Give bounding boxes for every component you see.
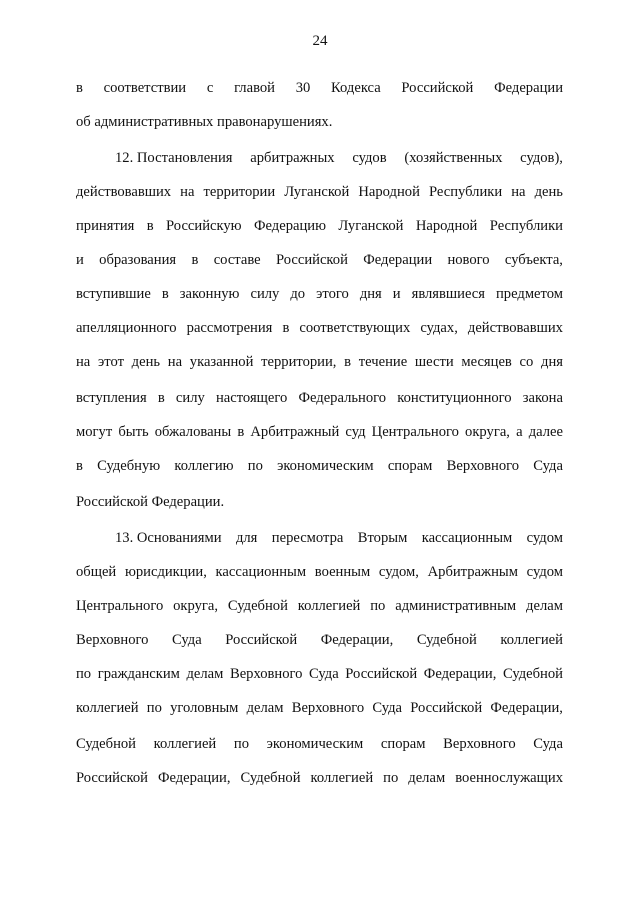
- word: Вторым: [357, 530, 408, 546]
- word: дня: [541, 354, 563, 370]
- word: главой: [234, 80, 275, 96]
- word: судом,: [378, 564, 419, 580]
- word: судах,: [420, 320, 458, 336]
- word: месяцев: [461, 354, 512, 370]
- word: судов),: [520, 150, 563, 166]
- word: Судебную: [97, 458, 161, 474]
- word: на: [76, 354, 91, 370]
- word: силу: [175, 390, 205, 406]
- word: апелляционного: [76, 320, 177, 336]
- word: военнослужащих: [455, 770, 563, 786]
- word: кассационным: [215, 564, 307, 580]
- word: экономическим: [277, 458, 374, 474]
- word: Арбитражный: [250, 424, 340, 440]
- word: до: [290, 286, 306, 302]
- word: нового: [447, 252, 490, 268]
- word: соответствующих: [299, 320, 411, 336]
- word: Федерации: [494, 80, 563, 96]
- text-line: [76, 388, 563, 408]
- word: по: [146, 700, 162, 716]
- word: Верховного: [76, 632, 149, 648]
- word: Суда: [309, 666, 339, 682]
- word: округа,: [173, 598, 219, 614]
- word: этот: [98, 354, 124, 370]
- word: далее: [528, 424, 563, 440]
- text-line: [115, 528, 563, 548]
- word: коллегией: [297, 598, 361, 614]
- word: судов: [352, 150, 387, 166]
- word: в: [344, 354, 352, 370]
- word: экономическим: [266, 736, 364, 752]
- word: дня: [359, 286, 382, 302]
- word: закона: [522, 390, 563, 406]
- word: день: [534, 184, 563, 200]
- word: делам: [246, 700, 284, 716]
- word: являвшиеся: [411, 286, 485, 302]
- word: Российской: [275, 252, 348, 268]
- word: принятия: [76, 218, 135, 234]
- word: Республики: [428, 184, 503, 200]
- word: спорам: [387, 458, 433, 474]
- word: Судебной: [240, 770, 301, 786]
- word: коллегию: [174, 458, 234, 474]
- word: в: [191, 252, 199, 268]
- word: коллегией: [76, 700, 139, 716]
- word: силу: [250, 286, 280, 302]
- word: вступления: [76, 390, 147, 406]
- word: по: [76, 666, 92, 682]
- word: Республики: [489, 218, 563, 234]
- word: судом: [526, 530, 563, 546]
- word: округа,: [465, 424, 510, 440]
- word: Суда: [533, 736, 563, 752]
- word: об административных правонарушениях.: [76, 114, 333, 130]
- word: спорам: [380, 736, 426, 752]
- word: Судебной: [76, 736, 136, 752]
- word: общей: [76, 564, 117, 580]
- text-line: [76, 562, 563, 582]
- word: делам: [526, 598, 563, 614]
- word: для: [235, 530, 258, 546]
- word: а: [516, 424, 523, 440]
- word: судом: [526, 564, 563, 580]
- word: Луганской: [338, 218, 404, 234]
- word: Суда: [172, 632, 202, 648]
- word: Российской: [76, 770, 148, 786]
- word: конституционного: [397, 390, 512, 406]
- word: Суда: [533, 458, 563, 474]
- word: по: [370, 598, 386, 614]
- word: делам: [186, 666, 224, 682]
- word: Федерации,: [157, 770, 231, 786]
- word: Федерации,: [423, 666, 497, 682]
- word: Верховного: [446, 458, 520, 474]
- word: Верховного: [291, 700, 365, 716]
- word: рассмотрения: [186, 320, 273, 336]
- word: 12. Постановления: [115, 150, 233, 166]
- word: суд: [345, 424, 366, 440]
- word: по: [247, 458, 263, 474]
- word: Федерации,: [320, 632, 394, 648]
- word: 13. Основаниями: [115, 530, 222, 546]
- word: коллегией: [310, 770, 374, 786]
- word: Российской Федерации.: [76, 494, 225, 510]
- word: Луганской: [284, 184, 350, 200]
- word: арбитражных: [250, 150, 335, 166]
- word: по: [383, 770, 399, 786]
- word: Судебной: [416, 632, 477, 648]
- word: на: [167, 354, 183, 370]
- word: субъекта,: [504, 252, 563, 268]
- word: на: [180, 184, 195, 200]
- word: территории,: [261, 354, 337, 370]
- word: Судебной: [502, 666, 563, 682]
- word: течение: [358, 354, 408, 370]
- word: Федерации: [363, 252, 433, 268]
- word: Российской: [225, 632, 298, 648]
- word: коллегией: [153, 736, 217, 752]
- text-line: [76, 318, 563, 338]
- word: Народной: [358, 184, 420, 200]
- text-line: [76, 78, 563, 98]
- word: Федерации,: [490, 700, 563, 716]
- word: делам: [408, 770, 446, 786]
- word: уголовным: [170, 700, 239, 716]
- text-line: [76, 250, 563, 270]
- word: 30: [295, 80, 311, 96]
- word: Центрального: [371, 424, 459, 440]
- text-line: [76, 352, 563, 372]
- word: день: [131, 354, 161, 370]
- word: обжалованы: [154, 424, 232, 440]
- text-line: [76, 664, 563, 684]
- word: административным: [395, 598, 517, 614]
- word: и: [392, 286, 401, 302]
- text-line: [76, 698, 563, 718]
- word: в: [157, 390, 165, 406]
- word: указанной: [189, 354, 254, 370]
- word: юрисдикции,: [124, 564, 207, 580]
- word: по: [233, 736, 250, 752]
- word: настоящего: [215, 390, 288, 406]
- text-line: [76, 768, 563, 788]
- text-line: [76, 492, 563, 512]
- word: Российской: [410, 700, 483, 716]
- text-line: [76, 456, 563, 476]
- word: Российской: [401, 80, 474, 96]
- word: законную: [179, 286, 240, 302]
- text-line: [76, 216, 563, 236]
- word: в: [76, 80, 83, 96]
- word: действовавших: [467, 320, 563, 336]
- word: соответствии: [103, 80, 187, 96]
- word: Арбитражным: [427, 564, 518, 580]
- word: образования: [99, 252, 177, 268]
- word: гражданским: [97, 666, 180, 682]
- word: в: [161, 286, 169, 302]
- word: этого: [316, 286, 349, 302]
- word: (хозяйственных: [404, 150, 503, 166]
- text-line: [115, 148, 563, 168]
- word: в: [146, 218, 154, 234]
- word: территории: [203, 184, 276, 200]
- word: Федерацию: [253, 218, 326, 234]
- word: с: [206, 80, 214, 96]
- word: Верховного: [443, 736, 516, 752]
- word: действовавших: [76, 184, 172, 200]
- word: составе: [213, 252, 261, 268]
- word: Суда: [372, 700, 403, 716]
- word: в: [282, 320, 290, 336]
- word: со: [519, 354, 534, 370]
- text-line: [76, 284, 563, 304]
- word: Российскую: [166, 218, 242, 234]
- word: Кодекса: [331, 80, 381, 96]
- word: Судебной: [227, 598, 288, 614]
- word: Федерального: [298, 390, 387, 406]
- word: быть: [118, 424, 149, 440]
- word: и: [76, 252, 84, 268]
- word: могут: [76, 424, 113, 440]
- text-line: [76, 112, 563, 132]
- word: шести: [414, 354, 454, 370]
- word: предметом: [496, 286, 563, 302]
- text-line: [76, 630, 563, 650]
- word: в: [237, 424, 245, 440]
- word: пересмотра: [271, 530, 344, 546]
- word: Российской: [345, 666, 418, 682]
- word: кассационным: [421, 530, 513, 546]
- page-number: 24: [312, 33, 328, 49]
- text-line: [76, 182, 563, 202]
- word: коллегией: [500, 632, 563, 648]
- text-line: [76, 734, 563, 754]
- word: Центрального: [76, 598, 164, 614]
- text-line: [76, 422, 563, 442]
- word: Верховного: [229, 666, 303, 682]
- text-line: [76, 596, 563, 616]
- word: в: [76, 458, 83, 474]
- word: военным: [314, 564, 371, 580]
- word: на: [511, 184, 526, 200]
- word: вступившие: [76, 286, 151, 302]
- word: Народной: [415, 218, 478, 234]
